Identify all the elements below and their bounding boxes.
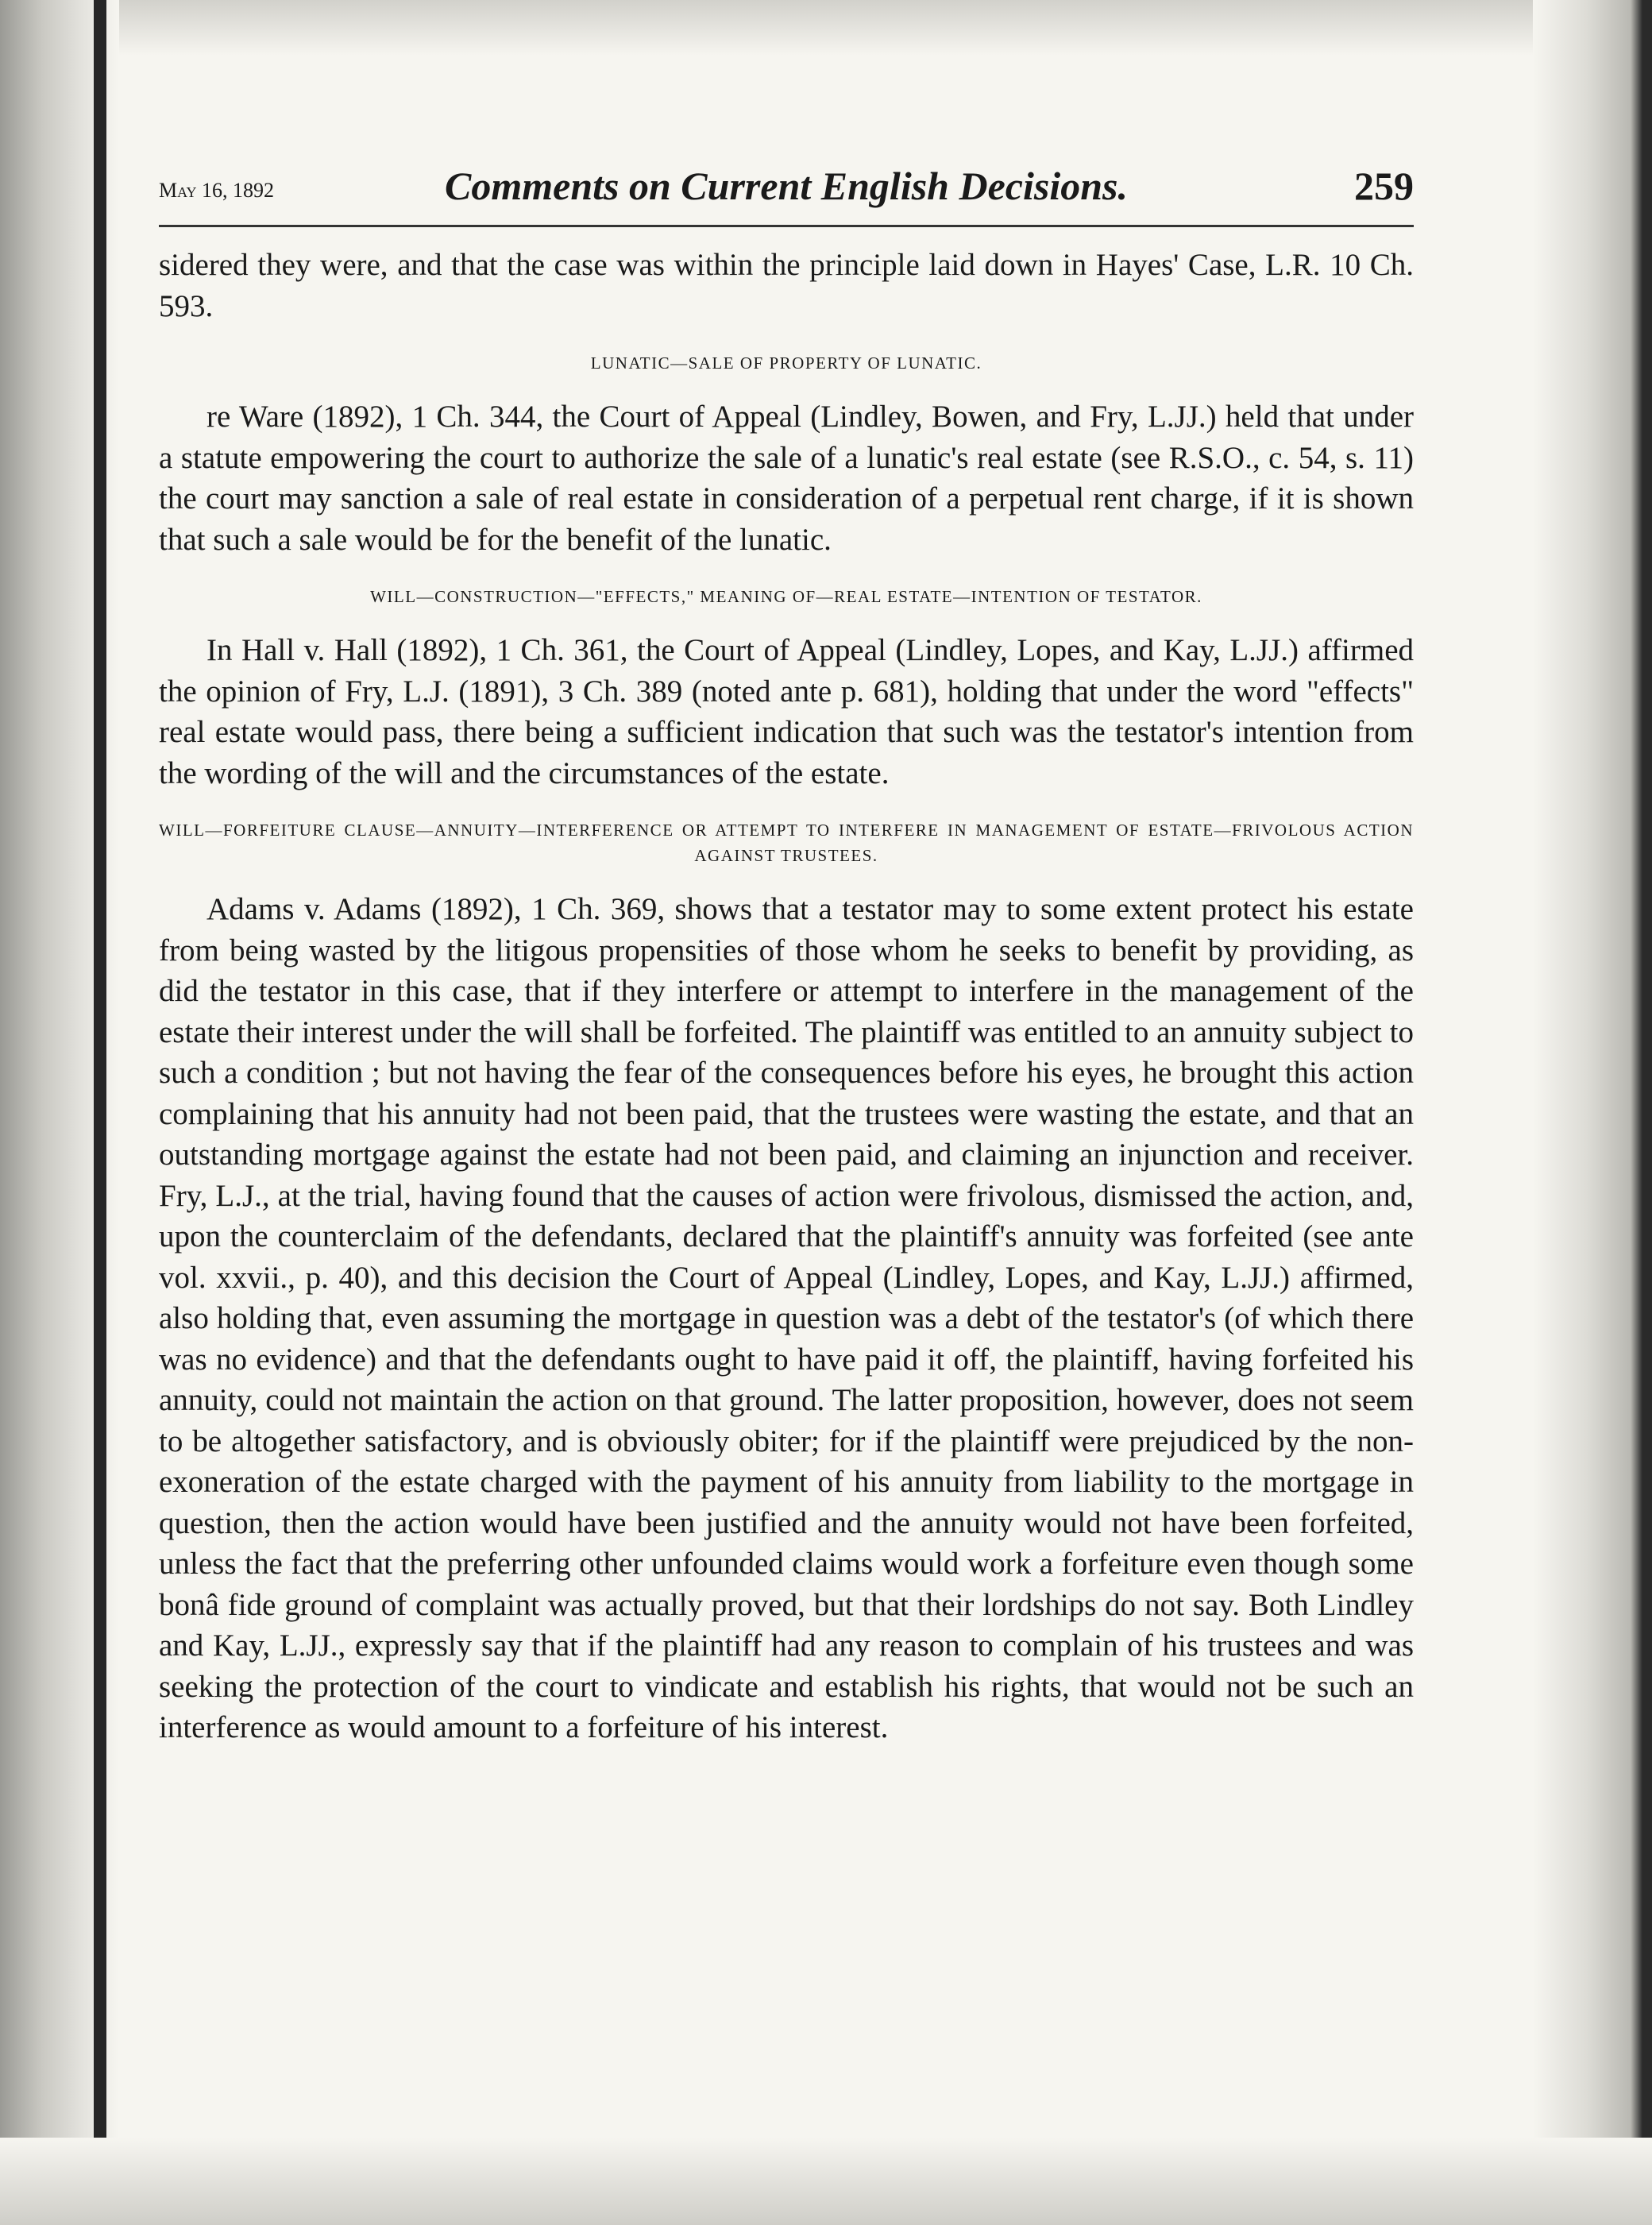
section-heading-will-effects: WILL—CONSTRUCTION—"EFFECTS," MEANING OF—REAL ESTATE—INTENTION OF TESTATOR. bbox=[370, 587, 1202, 606]
page-top-shadow bbox=[0, 0, 1652, 56]
header-date: May 16, 1892 bbox=[159, 179, 274, 202]
header-title: Comments on Current English Decisions. bbox=[445, 164, 1128, 208]
page-number: 259 bbox=[1354, 164, 1414, 208]
page-right-edge bbox=[1533, 0, 1652, 2225]
section-heading-lunatic: LUNATIC—SALE OF PROPERTY OF LUNATIC. bbox=[590, 353, 982, 373]
page-bottom-shadow bbox=[0, 2138, 1652, 2225]
header-rule bbox=[159, 225, 1414, 227]
binding-gutter bbox=[94, 0, 106, 2225]
continued-paragraph: sidered they were, and that the case was within the principle laid down in Hayes' Case, L.R. 10 Ch. 593. bbox=[159, 248, 1414, 323]
running-header bbox=[159, 155, 1414, 218]
document-page bbox=[159, 155, 1414, 1748]
section-body-will-effects: In Hall v. Hall (1892), 1 Ch. 361, the Court of Appeal (Lindley, Lopes, and Kay, L.JJ.) affirmed the opinion of Fry, L.J. (1891), 3 Ch. 389 (noted ante p. 681), holding that under the word "effects" real estate would pass, there being a sufficient indication that such was the testator's intention from the wording of the will and the circumstances of the estate. bbox=[159, 633, 1414, 790]
section-body-lunatic: re Ware (1892), 1 Ch. 344, the Court of Appeal (Lindley, Bowen, and Fry, L.JJ.) held that under a statute empowering the court to authorize the sale of a lunatic's real estate (see R.S.O., c. 54, s. 11) the court may sanction a sale of real estate in consideration of a perpetual rent charge, if it is shown that such a sale would be for the benefit of the lunatic. bbox=[159, 400, 1414, 557]
section-heading-forfeiture: WILL—FORFEITURE CLAUSE—ANNUITY—INTERFERENCE OR ATTEMPT TO INTERFERE IN MANAGEMENT OF ESTATE—FRIVOLOUS ACTION AGAINST TRUSTEES. bbox=[159, 821, 1414, 865]
section-body-forfeiture: Adams v. Adams (1892), 1 Ch. 369, shows that a testator may to some extent protect his estate from being wasted by the litigous propensities of those whom he seeks to benefit by providing, as did the testator in this case, that if they interfere or attempt to interfere in the management of the estate their interest under the will shall be forfeited. The plaintiff was entitled to an annuity subject to such a condition ; but not having the fear of the consequences before his eyes, he brought this action complaining that his annuity had not been paid, that the trustees were wasting the estate, and that an outstanding mortgage against the estate had not been paid, and claiming an injunction and receiver. Fry, L.J., at the trial, having found that the causes of action were frivolous, dismissed the action, and, upon the counterclaim of the defendants, declared that the plaintiff's annuity was forfeited (see ante vol. xxvii., p. 40), and this decision the Court of Appeal (Lindley, Lopes, and Kay, L.JJ.) affirmed, also holding that, even assuming the mortgage in question was a debt of the testator's (of which there was no evidence) and that the defendants ought to have paid it off, the plaintiff, having forfeited his annuity, could not maintain the action on that ground. The latter proposition, however, does not seem to be altogether satisfactory, and is obviously obiter; for if the plaintiff were prejudiced by the non-exoneration of the estate charged with the payment of his annuity from liability to the mortgage in question, then the action would have been justified and the annuity would not have been forfeited, unless the fact that the preferring other unfounded claims would work a forfeiture even though some bonâ fide ground of complaint was actually proved, but that their lordships do not say. Both Lindley and Kay, L.JJ., expressly say that if the plaintiff had any reason to complain of his trustees and was seeking the protection of the court to vindicate and establish his rights, that would not be such an interference as would amount to a forfeiture of his interest. bbox=[159, 892, 1414, 1744]
